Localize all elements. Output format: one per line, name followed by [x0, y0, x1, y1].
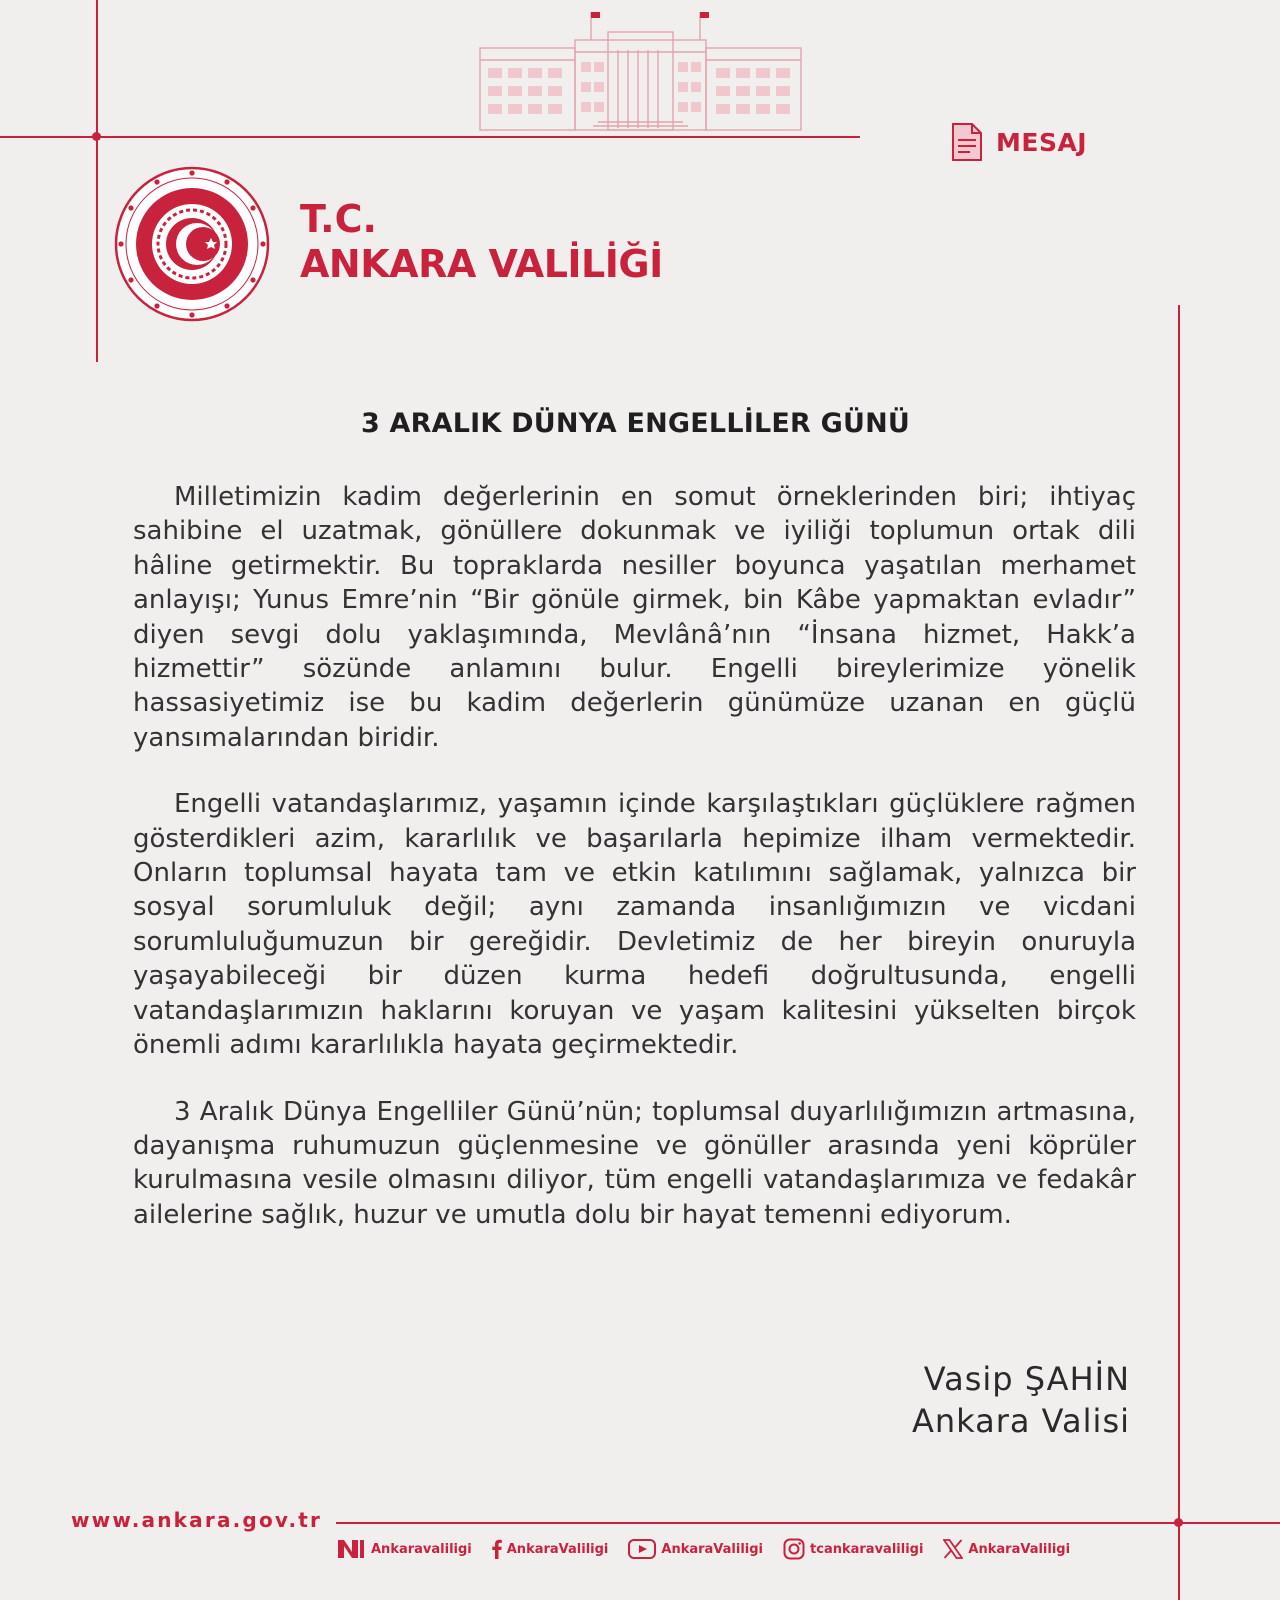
- website-link[interactable]: www.ankara.gov.tr: [71, 1508, 323, 1532]
- social-handle: AnkaraValiligi: [968, 1541, 1071, 1557]
- social-instagram[interactable]: [783, 1538, 923, 1560]
- document-title: 3 ARALIK DÜNYA ENGELLİLER GÜNÜ: [360, 408, 911, 439]
- message-label: MESAJ: [996, 127, 1088, 157]
- organization-name: [300, 197, 663, 287]
- frame-dot-bottom-right: [1174, 1518, 1183, 1527]
- social-handle: Ankaravaliligi: [371, 1541, 472, 1557]
- org-line-tc: T.C.: [300, 197, 377, 241]
- facebook-icon: [492, 1539, 502, 1559]
- frame-line-right: [1178, 305, 1180, 1600]
- paragraph-1: Milletimizin kadim değerlerinin en somut örneklerinden biri; ihtiyaç sahibine el uzatmak, gönüllere dokunmak ve iyiliği toplumun ortak dili hâline getirmektir. Bu topraklarda nesiller boyunca yaşatılan merhamet anlayışı; Yunus Emre’nin “Bir gönüle girmek, bin Kâbe yapmaktan evladır” diyen sevgi dolu yaklaşımında, Mevlânâ’nın “İnsana hizmet, Hakk’a hizmettir” sözünde anlamını bulur. Engelli bireylerimize yönelik hassasiyetimiz ise bu kadim değerlerin günümüze uzanan en güçlü yansımalarından biridir.: [133, 482, 1136, 753]
- signer-title: Ankara Valisi: [911, 1402, 1130, 1440]
- signer-name: Vasip ŞAHİN: [923, 1360, 1130, 1398]
- org-line-ankara-valiligi: ANKARA VALİLİĞİ: [300, 242, 663, 286]
- paragraph-3: 3 Aralık Dünya Engelliler Günü’nün; toplumsal duyarlılığımızın artmasına, dayanışma ruhumuzun güçlenmesine ve gönüller arasında yeni köprüler kurulmasına vesile olmasını diliyor, tüm engelli vatandaşlarımıza ve fedakâr ailelerine sağlık, huzur ve umutla dolu bir hayat temenni ediyorum.: [133, 1096, 1136, 1230]
- social-media-bar: [336, 1538, 1070, 1560]
- government-building-illustration: [478, 10, 803, 132]
- social-x[interactable]: [943, 1539, 1070, 1559]
- x-icon: [943, 1539, 963, 1559]
- social-handle: tcankaravaliligi: [810, 1541, 924, 1557]
- document-icon: [950, 122, 984, 162]
- paragraph-2: Engelli vatandaşlarımız, yaşamın içinde karşılaştıkları güçlüklere rağmen gösterdikleri azim, kararlılık ve başarılarla hepimize ilham vermektedir. Onların toplumsal hayata tam ve etkin katılımını sağlamak, yalnızca bir sosyal sorumluluk değil; aynı zamanda insanlığımızın ve vicdani sorumluluğumuzun bir gereğidir. Devletimiz de her bireyin onuruyla yaşayabileceği bir düzen kurma hedefi doğrultusunda, engelli vatandaşlarımızın haklarını koruyan ve yaşam kalitesini yükselten birçok önemli adımı kararlılıkla hayata geçirmektedir.: [133, 789, 1136, 1061]
- frame-dot-top-left: [92, 132, 101, 141]
- social-nsosyal[interactable]: [336, 1538, 472, 1560]
- frame-line-left: [96, 0, 98, 362]
- ankara-governorship-seal: [113, 165, 271, 323]
- social-youtube[interactable]: [628, 1539, 763, 1559]
- nsosyal-icon: [336, 1538, 366, 1560]
- frame-line-top: [0, 136, 860, 138]
- frame-line-bottom: [336, 1522, 1280, 1524]
- social-facebook[interactable]: [492, 1539, 609, 1559]
- message-tag: [950, 120, 1087, 164]
- instagram-icon: [783, 1538, 805, 1560]
- youtube-icon: [628, 1539, 656, 1559]
- social-handle: AnkaraValiligi: [661, 1541, 764, 1557]
- signature-block: [912, 1358, 1130, 1442]
- social-handle: AnkaraValiligi: [506, 1541, 609, 1557]
- document-body: [133, 480, 1136, 1264]
